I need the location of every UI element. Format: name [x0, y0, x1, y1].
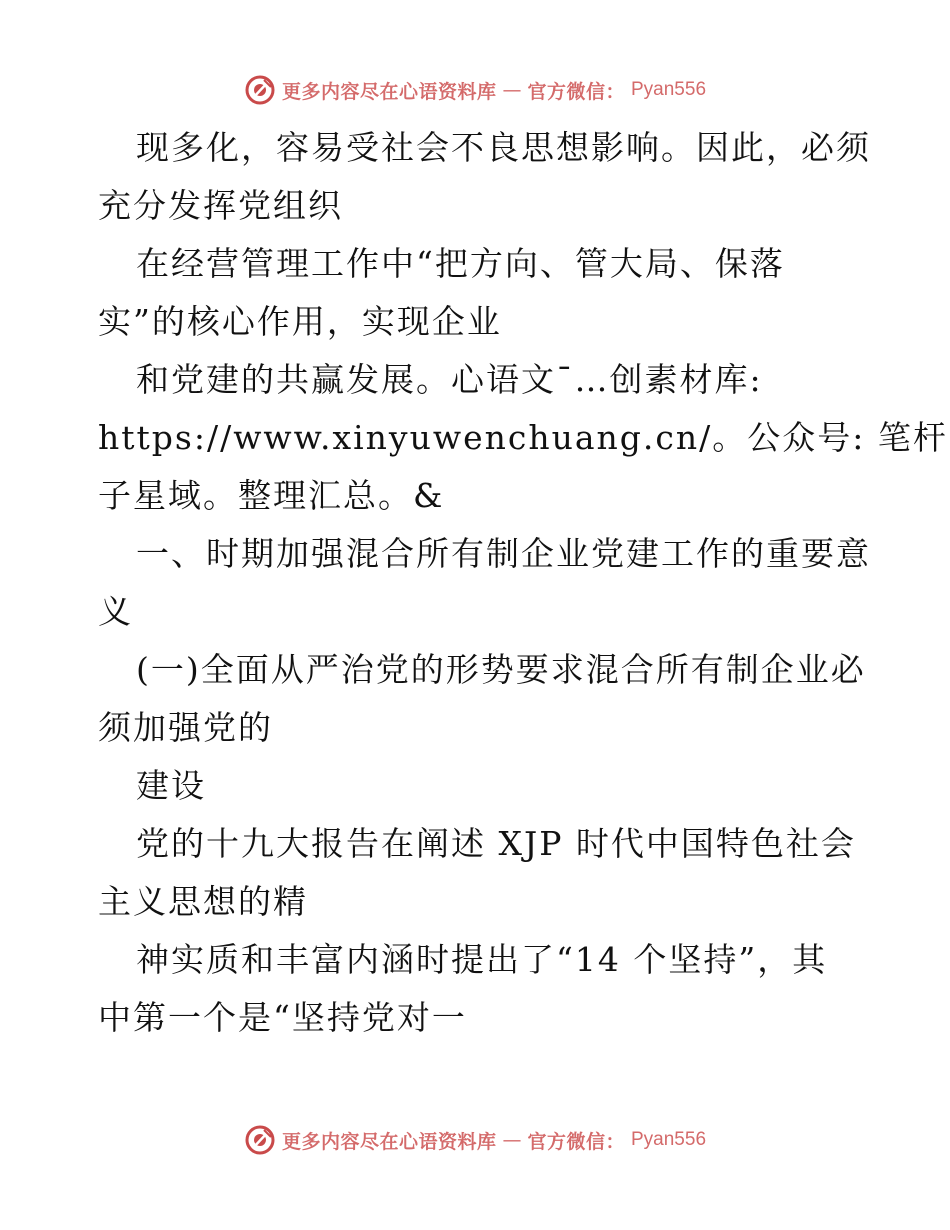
body-line: 充分发挥党组织 [98, 186, 343, 225]
body-line: 实”的核心作用，实现企业 [98, 302, 502, 341]
footer-banner-wechat-id: Pyan556 [631, 1129, 707, 1150]
subsection-heading-continued: 建设 [136, 766, 206, 805]
body-line: 神实质和丰富内涵时提出了“14 个坚持”，其 [136, 940, 828, 979]
footer-banner-content [244, 1124, 706, 1156]
body-line: 子星域。整理汇总。& [98, 476, 445, 515]
header-banner-content [244, 74, 706, 106]
footer-banner [0, 1120, 950, 1160]
header-banner-wechat-id: Pyan556 [631, 79, 707, 100]
body-line: 和党建的共赢发展。心语文¯…创素材库: [136, 360, 763, 399]
logo-icon [244, 1124, 276, 1156]
footer-banner-wechat-label: 官方微信： [527, 1130, 625, 1153]
body-line: https://www.xinyuwenchuang.cn/。公众号: 笔杆 [98, 418, 948, 457]
body-line: 中第一个是“坚持党对一 [98, 998, 467, 1037]
subsection-heading: (一)全面从严治党的形势要求混合所有制企业必 [136, 650, 866, 689]
body-line: 党的十九大报告在阐述 XJP 时代中国特色社会 [136, 824, 856, 863]
header-banner-title: 更多内容尽在心语资料库 [281, 80, 497, 103]
header-banner-dash: — [502, 79, 522, 101]
footer-banner-dash: — [502, 1129, 522, 1151]
section-heading: 一、时期加强混合所有制企业党建工作的重要意 [136, 534, 871, 573]
body-line: 在经营管理工作中“把方向、管大局、保落 [136, 244, 785, 283]
subsection-heading-continued: 须加强党的 [98, 708, 273, 747]
header-banner-wechat-label: 官方微信： [527, 80, 625, 103]
logo-icon [244, 74, 276, 106]
section-heading-continued: 义 [98, 592, 133, 631]
body-line: 现多化，容易受社会不良思想影响。因此，必须 [136, 128, 871, 167]
header-banner [0, 70, 950, 110]
footer-banner-title: 更多内容尽在心语资料库 [281, 1130, 497, 1153]
body-line: 主义思想的精 [98, 882, 308, 921]
